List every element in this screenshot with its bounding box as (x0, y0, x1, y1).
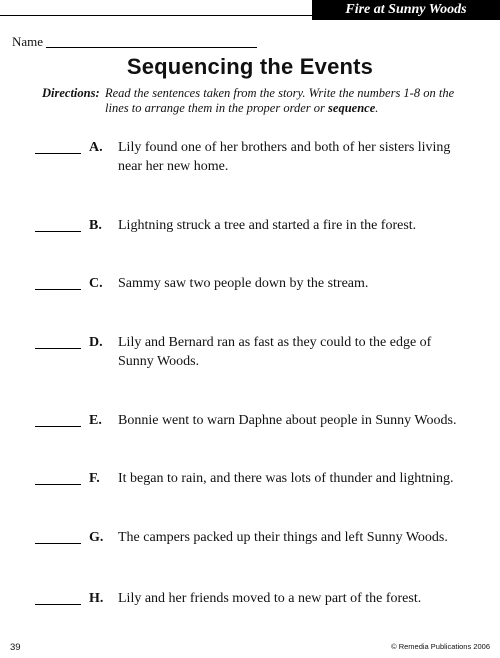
directions-text-body: Read the sentences taken from the story. Write the numbers 1-8 on the lines to arrange them in the proper order or (105, 86, 455, 115)
answer-line-a[interactable] (35, 153, 81, 154)
item-letter-e: E. (89, 413, 102, 428)
directions-text-end: . (375, 101, 379, 115)
page-number: 39 (10, 642, 21, 653)
item-text-h: Lily and her friends moved to a new part of the forest. (118, 591, 422, 606)
answer-line-e[interactable] (35, 426, 81, 427)
directions-label: Directions: (42, 86, 100, 100)
item-letter-g: G. (89, 530, 104, 545)
answer-line-h[interactable] (35, 604, 81, 605)
item-letter-c: C. (89, 276, 103, 291)
header-title: Fire at Sunny Woods (312, 0, 500, 20)
answer-line-g[interactable] (35, 543, 81, 544)
item-letter-d: D. (89, 335, 103, 350)
directions-emphasis: sequence (328, 101, 376, 115)
name-label: Name (12, 34, 44, 49)
item-text-b: Lightning struck a tree and started a fire in the forest. (118, 218, 417, 233)
item-letter-f: F. (89, 471, 100, 486)
item-text-a: Lily found one of her brothers and both of her sisters living near her new home. (118, 140, 451, 174)
page-title: Sequencing the Events (126, 54, 374, 79)
item-text-d: Lily and Bernard ran as fast as they could to the edge of Sunny Woods. (118, 335, 432, 369)
item-text-e: Bonnie went to warn Daphne about people in Sunny Woods. (118, 413, 457, 428)
item-letter-a: A. (89, 140, 103, 155)
copyright-notice: © Remedia Publications 2006 (391, 642, 490, 651)
directions-text (105, 86, 475, 116)
item-text-f: It began to rain, and there was lots of thunder and lightning. (118, 471, 454, 486)
item-text-g: The campers packed up their things and left Sunny Woods. (118, 530, 448, 545)
name-field-line[interactable] (46, 47, 257, 48)
item-letter-h: H. (89, 591, 104, 606)
answer-line-d[interactable] (35, 348, 81, 349)
answer-line-b[interactable] (35, 231, 81, 232)
item-text-c: Sammy saw two people down by the stream. (118, 276, 369, 291)
answer-line-f[interactable] (35, 484, 81, 485)
item-letter-b: B. (89, 218, 102, 233)
answer-line-c[interactable] (35, 289, 81, 290)
header-rule (0, 15, 312, 16)
